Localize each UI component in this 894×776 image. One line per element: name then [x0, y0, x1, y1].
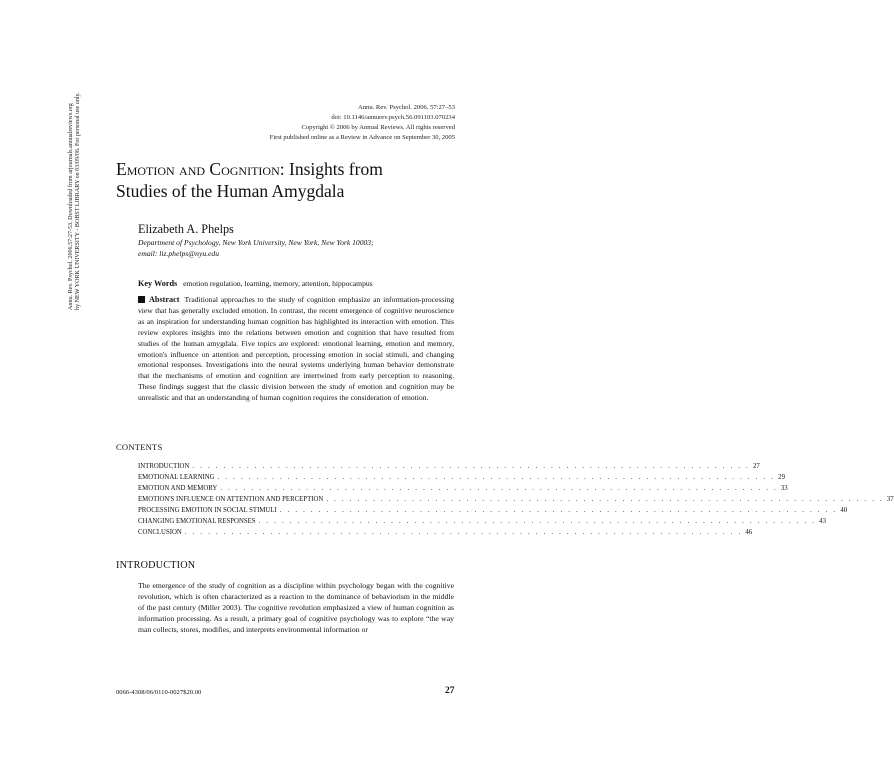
toc-leader: . . . . . . . . . . . . . . . . . . . . . . . . . . . . . . . . . . . . . . . . . . . . . . . . . . . . . . . . . . . . . . . . . . . . . . . .	[220, 485, 778, 492]
toc-item[interactable]	[138, 527, 753, 538]
toc-item-page: 46	[745, 529, 753, 536]
toc-item-page: 27	[752, 463, 760, 470]
toc-item-page: 29	[778, 474, 785, 481]
toc-leader: . . . . . . . . . . . . . . . . . . . . . . . . . . . . . . . . . . . . . . . . . . . . . . . . . . . . . . . . . . . . . . . . . . . . . . . .	[184, 529, 743, 536]
toc-item[interactable]	[138, 505, 848, 516]
toc-leader: . . . . . . . . . . . . . . . . . . . . . . . . . . . . . . . . . . . . . . . . . . . . . . . . . . . . . . . . . . . . . . . . . . . . . . . .	[258, 518, 817, 525]
toc-leader: . . . . . . . . . . . . . . . . . . . . . . . . . . . . . . . . . . . . . . . . . . . . . . . . . . . . . . . . . . . . . . . . . . . . . . . .	[192, 463, 750, 470]
toc-item-page: 40	[840, 507, 848, 514]
toc-leader: . . . . . . . . . . . . . . . . . . . . . . . . . . . . . . . . . . . . . . . . . . . . . . . . . . . . . . . . . . . . . . . . . . . . . . . .	[326, 496, 884, 503]
toc-item[interactable]	[138, 483, 788, 494]
citation: Annu. Rev. Psychol. 2006. 57:27–53	[357, 104, 455, 111]
copyright: Copyright © 2006 by Annual Reviews. All rights reserved	[301, 124, 455, 131]
toc-leader: . . . . . . . . . . . . . . . . . . . . . . . . . . . . . . . . . . . . . . . . . . . . . . . . . . . . . . . . . . . . . . . . . . . . . . . .	[279, 507, 838, 514]
toc-item-title: INTRODUCTION	[138, 463, 190, 470]
keywords	[138, 279, 373, 288]
abstract-label: Abstract	[149, 295, 180, 304]
affiliation: Department of Psychology, New York University, New York, New York 10003;	[138, 238, 374, 247]
toc-item-title: EMOTION'S INFLUENCE ON ATTENTION AND PERCEPTION	[138, 496, 324, 503]
toc-item-page: 43	[819, 518, 826, 525]
introduction-paragraph: The emergence of the study of cognition as a discipline within psychology began with the cognitive revolution, which is often characterized as a reaction to the dominance of behaviorism in the middle of the past century (Miller 2003). The cognitive revolution emphasized a view of human cognition as information processing. As a result, a primary goal of cognitive psychology was to explore “the way man collects, stores, modifies, and interprets environmental information or	[138, 581, 454, 635]
toc-item[interactable]	[138, 516, 826, 527]
page-number: 27	[445, 686, 455, 696]
toc-item-title: PROCESSING EMOTION IN SOCIAL STIMULI	[138, 507, 277, 514]
toc-item-title: CONCLUSION	[138, 529, 182, 536]
contents-heading: CONTENTS	[116, 442, 163, 452]
keywords-label: Key Words	[138, 279, 178, 288]
toc-item[interactable]	[138, 472, 785, 483]
toc-item-title: CHANGING EMOTIONAL RESPONSES	[138, 518, 256, 525]
toc-item-title: EMOTIONAL LEARNING	[138, 474, 215, 481]
introduction-heading: INTRODUCTION	[116, 560, 196, 571]
title-main: Emotion and Cognition	[116, 159, 280, 179]
doi: doi: 10.1146/annurev.psych.56.091103.070234	[331, 114, 455, 121]
toc-item-page: 33	[780, 485, 788, 492]
toc-item-title: EMOTION AND MEMORY	[138, 485, 218, 492]
download-notice	[68, 10, 83, 310]
author-affiliation	[138, 237, 468, 259]
footer-issn: 0066-4308/06/0110-0027$20.00	[116, 689, 202, 696]
first-published: First published online as a Review in Advance on September 30, 2005	[269, 134, 455, 141]
download-notice-line2: by NEW YORK UNIVERSITY - BOBST LIBRARY on 03/09/06. For personal use only.	[75, 92, 82, 310]
author-email[interactable]: email: liz.phelps@nyu.edu	[138, 249, 220, 258]
title-line2: Studies of the Human Amygdala	[116, 181, 345, 201]
author-name: Elizabeth A. Phelps	[138, 222, 234, 236]
toc-item[interactable]	[138, 461, 760, 472]
title-subtitle: : Insights from	[279, 159, 383, 179]
abstract-text: Traditional approaches to the study of cognition emphasize an information-processing view that has generally excluded emotion. In contrast, the recent emergence of cognitive neuroscience as an inspiration for understanding human cognition has highlighted its interaction with emotion. This review explores insights into the relations between emotion and cognition that have resulted from studies of the human amygdala. Five topics are explored: emotional learning, emotion and memory, emotion's influence on attention and perception, processing emotion in social stimuli, and changing emotional responses. Investigations into the neural systems underlying human behavior demonstrate that the mechanisms of emotion and cognition are intertwined from early perception to reasoning. These findings suggest that the classic division between the study of emotion and cognition may be unrealistic and that an understanding of human cognition requires the consideration of emotion.	[138, 295, 454, 403]
journal-header	[270, 103, 455, 143]
abstract	[138, 295, 454, 404]
introduction-body	[138, 580, 454, 635]
keywords-text: emotion regulation, learning, memory, attention, hippocampus	[183, 279, 373, 288]
toc-leader: . . . . . . . . . . . . . . . . . . . . . . . . . . . . . . . . . . . . . . . . . . . . . . . . . . . . . . . . . . . . . . . . . . . . . . . .	[217, 474, 776, 481]
article-title	[116, 158, 476, 202]
toc-item[interactable]	[138, 494, 894, 505]
square-bullet-icon	[138, 296, 145, 303]
download-notice-line1: Annu. Rev. Psychol. 2006.57:27-53. Downloaded from arjournals.annualreviews.org	[68, 103, 74, 310]
toc-item-page: 37	[886, 496, 894, 503]
table-of-contents	[138, 461, 894, 538]
